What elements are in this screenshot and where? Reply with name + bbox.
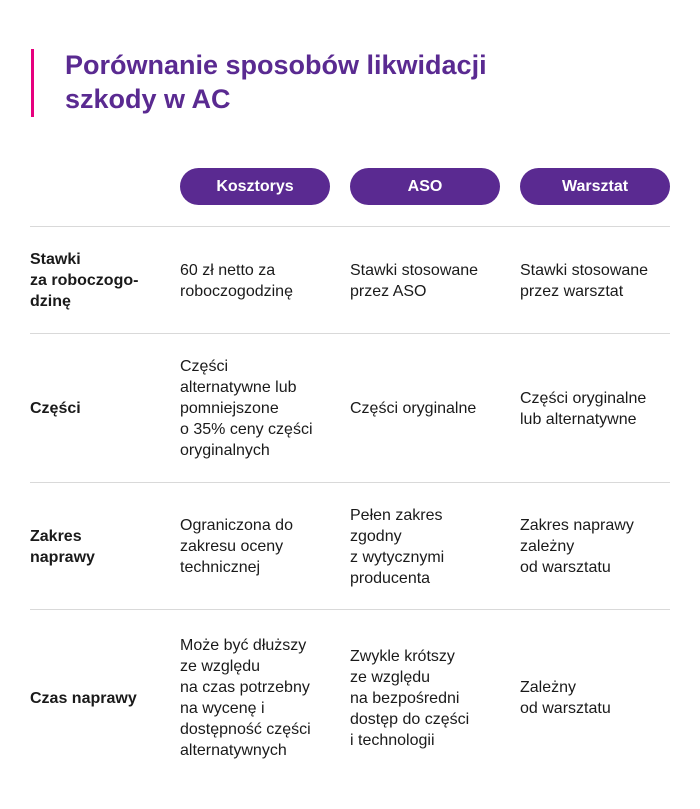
table-row-czas [30,609,670,786]
column-header-kosztorys: Kosztorys [180,168,330,205]
row-label: Części [30,400,81,417]
table-row-zakres [30,482,670,610]
table-cell: Części oryginalne [350,400,477,417]
table-cell: Pełen zakres zgodny z wytycznymi producenta [350,506,445,587]
table-cell: Stawki stosowane przez warsztat [520,261,649,300]
table-cell: Części alternatywne lub pomniejszone o 35% ceny części oryginalnych [180,358,313,459]
table-cell: Zależny od warsztatu [520,679,611,717]
row-label: Czas naprawy [30,689,137,707]
row-label: Zakres naprawy [30,527,95,566]
title-block [31,49,585,117]
table-cell: Zwykle krótszy ze względu na bezpośredni dostęp do części i technologii [350,647,470,749]
column-header-warsztat: Warsztat [520,168,670,205]
table-row-stawki [30,226,670,334]
row-label: Stawki za roboczogo- dzinę [30,251,139,310]
column-headers [0,168,700,205]
table-cell: 60 zł netto za roboczogodzinę [180,261,293,300]
column-header-aso: ASO [350,168,500,205]
table-row-czesci [30,333,670,483]
page-title: Porównanie sposobów likwidacji szkody w AC [65,50,487,114]
table-cell: Ograniczona do zakresu oceny technicznej [180,517,293,576]
table-cell: Części oryginalne lub alternatywne [520,389,647,428]
table-cell: Zakres naprawy zależny od warsztatu [520,517,634,576]
table-cell: Może być dłuższy ze względu na czas potrzebny na wycenę i dostępność części alternatywnych [180,637,311,759]
table-cell: Stawki stosowane przez ASO [350,261,479,300]
